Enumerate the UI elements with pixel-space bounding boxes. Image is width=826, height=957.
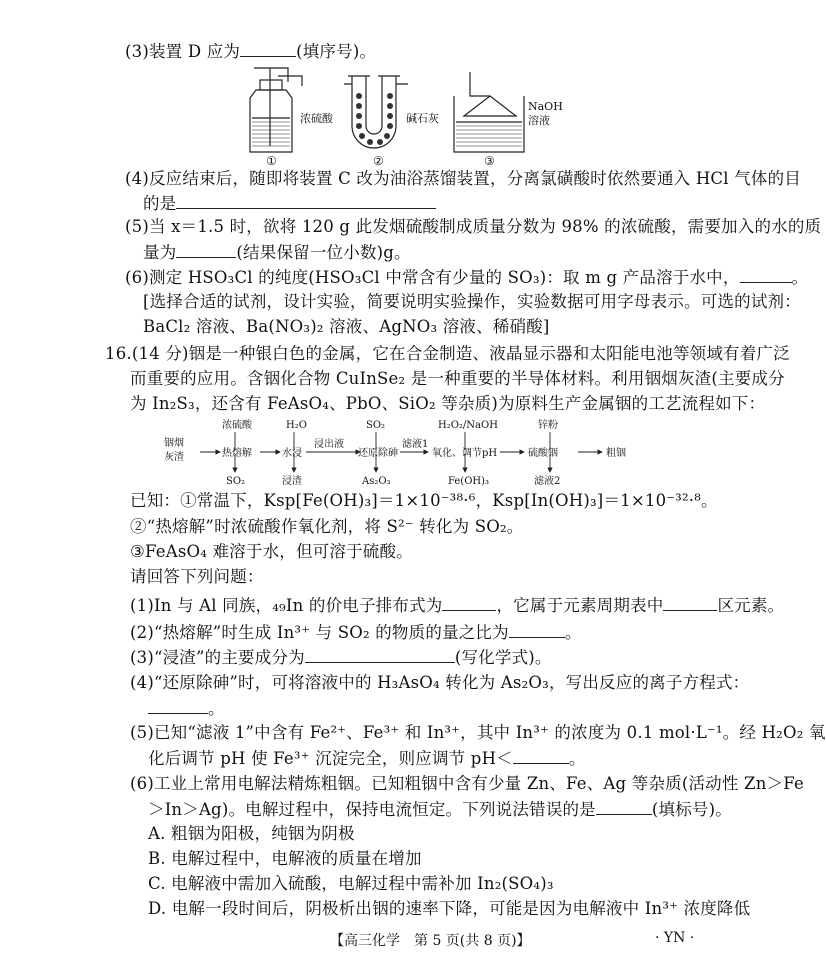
apparatus-3-label-naoh: NaOH — [528, 100, 563, 113]
apparatus-diagram — [240, 66, 580, 166]
subquestion-1: (1)In 与 Al 同族，₄₉In 的价电子排布式为 ，它属于元素周期表中 区元素。 — [130, 596, 785, 615]
subquestion-4-line2: 。 — [148, 697, 225, 720]
page-footer-code: · YN · — [655, 930, 695, 946]
subquestion-5-line2: 化后调节 pH 使 Fe³⁺ 沉淀完全，则应调节 pH＜ 。 — [148, 749, 586, 768]
answer-blank[interactable] — [509, 621, 565, 638]
question-3-6-line3: BaCl₂ 溶液、Ba(NO₃)₂ 溶液、AgNO₃ 溶液、稀硝酸] — [143, 317, 550, 336]
flow-output-leach-residue: 浸渣 — [282, 476, 302, 487]
subquestion-6-line1: (6)工业上常用电解法精炼粗铟。已知粗铟中含有少量 Zn、Fe、Ag 等杂质(活动性 Zn＞Fe — [130, 774, 804, 793]
flow-step-water-leach: 水浸 — [282, 448, 302, 459]
known-prompt: 请回答下列问题： — [130, 567, 264, 586]
flow-raw-material-1: 铟烟 — [164, 438, 184, 449]
subquestion-2: (2)“热熔解”时生成 In³⁺ 与 SO₂ 的物质的量之比为 。 — [130, 623, 582, 642]
question-3-3: (3)装置 D 应为 (填序号)。 — [125, 42, 377, 61]
apparatus-3-number: ③ — [484, 154, 495, 168]
subquestion-4-line1: (4)“还原除砷”时，可将溶液中的 H₃AsO₄ 转化为 As₂O₃，写出反应的离子方程式： — [130, 673, 750, 692]
flow-filtrate-1: 滤液1 — [402, 439, 429, 450]
question-16-line2: 而重要的应用。含铟化合物 CuInSe₂ 是一种重要的半导体材料。利用铟烟灰渣(主要成分 — [130, 369, 785, 388]
option-d[interactable]: D. 电解一段时间后，阴极析出铟的速率下降，可能是因为电解液中 In³⁺ 浓度降低 — [148, 899, 751, 918]
answer-blank[interactable] — [513, 747, 569, 764]
flow-raw-material-2: 灰渣 — [164, 452, 184, 463]
flow-output-so2: SO₂ — [226, 476, 246, 487]
flow-reagent-h2o2-naoh: H₂O₂/NaOH — [438, 420, 498, 431]
flow-step-indium-sulfate: 硫酸铟 — [528, 448, 558, 459]
flow-product-crude-indium: 粗铟 — [606, 448, 626, 459]
subquestion-5-line1: (5)已知“滤液 1”中含有 Fe²⁺、Fe³⁺ 和 In³⁺，其中 In³⁺ 的浓度为 0.1 mol·L⁻¹。经 H₂O₂ 氧 — [130, 723, 826, 742]
flow-output-filtrate-2: 滤液2 — [534, 476, 561, 487]
answer-blank[interactable] — [305, 646, 455, 663]
apparatus-3-label-solution: 溶液 — [528, 114, 550, 127]
option-c[interactable]: C. 电解液中需加入硫酸，电解过程中需补加 In₂(SO₄)₃ — [148, 874, 554, 893]
answer-blank[interactable] — [148, 697, 208, 714]
flow-step-hot-melt: 热熔解 — [222, 448, 252, 459]
apparatus-2-number: ② — [373, 154, 384, 168]
answer-blank[interactable] — [442, 594, 496, 611]
option-a[interactable]: A. 粗铟为阳极，纯铟为阴极 — [148, 824, 355, 843]
question-3-5-line2: 量为 (结果保留一位小数)g。 — [143, 243, 411, 262]
answer-blank[interactable] — [176, 192, 436, 209]
page-footer: 【高三化学 第 5 页(共 8 页)】 — [330, 933, 531, 949]
flow-step-reduce-arsenic: 还原除砷 — [358, 448, 398, 459]
process-flowchart — [160, 416, 640, 488]
question-3-6-line1: (6)测定 HSO₃Cl 的纯度(HSO₃Cl 中常含有少量的 SO₃)：取 m g 产品溶于水中， 。 — [125, 268, 809, 287]
subquestion-3: (3)“浸渣”的主要成分为 (写化学式)。 — [130, 648, 552, 667]
known-1: 已知：①常温下，Ksp[Fe(OH)₃]＝1×10⁻³⁸·⁶，Ksp[In(OH)₃]＝1×10⁻³²·⁸。 — [130, 491, 718, 510]
question-16-line1: 16.(14 分)铟是一种银白色的金属，它在合金制造、液晶显示器和太阳能电池等领域有着广泛 — [105, 344, 790, 363]
flow-step-oxidize-ph: 氧化、调节pH — [432, 448, 498, 459]
answer-blank[interactable] — [596, 798, 652, 815]
question-3-4-line1: (4)反应结束后，随即将装置 C 改为油浴蒸馏装置，分离氯磺酸时依然要通入 HCl 气体的目 — [125, 169, 801, 188]
question-16-line3: 为 In₂S₃，还含有 FeAsO₄、PbO、SiO₂ 等杂质)为原料生产金属铟的工艺流程如下： — [130, 394, 766, 413]
gas-washing-bottle — [250, 68, 302, 152]
flow-output-feoh3: Fe(OH)₃ — [448, 476, 490, 487]
flow-reagent-zinc: 锌粉 — [538, 420, 558, 431]
question-3-6-line2: [选择合适的试剂，设计实验，简要说明实验操作，实验数据可用字母表示。可选的试剂： — [143, 292, 801, 311]
option-b[interactable]: B. 电解过程中，电解液的质量在增加 — [148, 849, 422, 868]
subquestion-6-line2: ＞In＞Ag)。电解过程中，保持电流恒定。下列说法错误的是 (填标号)。 — [148, 800, 732, 819]
flow-reagent-h2o: H₂O — [286, 420, 307, 431]
apparatus-1-label: 浓硫酸 — [300, 112, 333, 125]
question-3-4-line2: 的是 — [143, 192, 436, 215]
question-3-5-line1: (5)当 x＝1.5 时，欲将 120 g 此发烟硫酸制成质量分数为 98% 的浓硫酸，需要加入的水的质 — [125, 217, 822, 236]
flow-reagent-so2: SO₂ — [366, 420, 386, 431]
flow-output-as2o3: As₂O₃ — [362, 476, 391, 487]
answer-blank[interactable] — [740, 266, 792, 283]
u-tube — [344, 76, 408, 148]
answer-blank[interactable] — [240, 40, 296, 57]
apparatus-1-number: ① — [266, 154, 277, 168]
flow-leachate: 浸出液 — [314, 439, 344, 450]
funnel-beaker — [454, 72, 524, 152]
known-3: ③FeAsO₄ 难溶于水，但可溶于硫酸。 — [130, 542, 413, 561]
apparatus-2-label: 碱石灰 — [406, 112, 439, 125]
flow-reagent-h2so4: 浓硫酸 — [222, 420, 252, 431]
soda-lime-granules — [356, 93, 393, 145]
answer-blank[interactable] — [176, 241, 236, 258]
answer-blank[interactable] — [663, 594, 717, 611]
known-2: ②“热熔解”时浓硫酸作氧化剂，将 S²⁻ 转化为 SO₂。 — [130, 517, 524, 536]
